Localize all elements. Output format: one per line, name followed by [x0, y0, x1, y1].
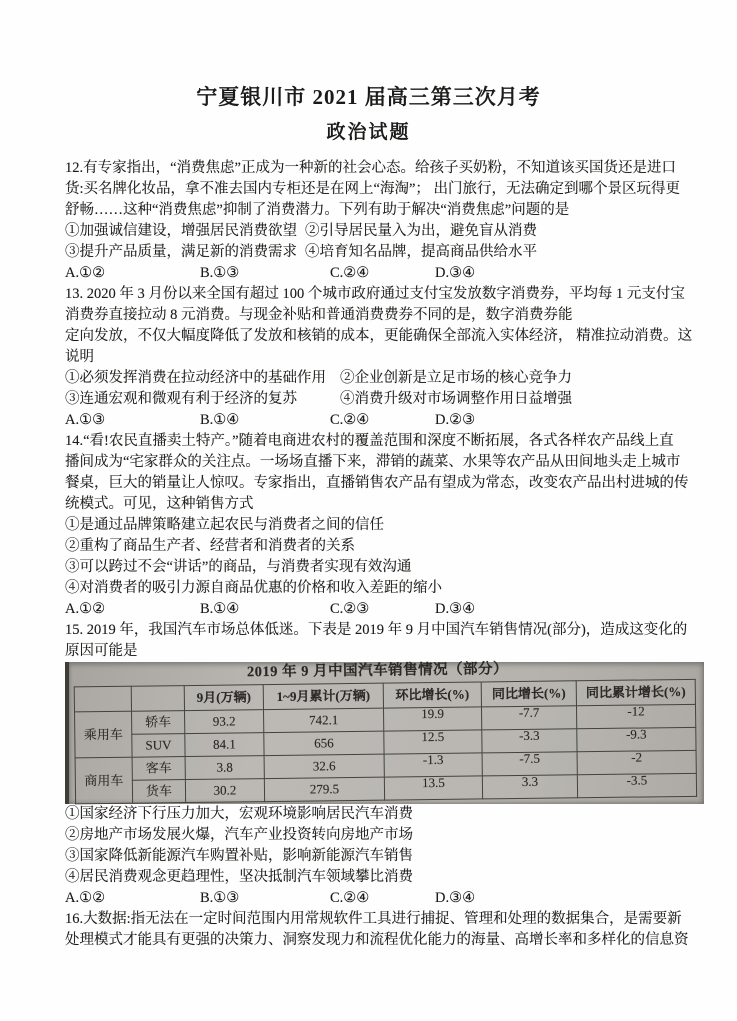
q13-choices [65, 410, 705, 431]
table-cell-value: -3.3 [518, 727, 540, 743]
table-cell-value: -3.5 [626, 772, 648, 788]
table-header-cell: 同比累计增长(%) [576, 679, 695, 705]
q13-option-2: ②企业创新是立足市场的核心竞争力 [340, 370, 572, 386]
q13-stem-line: 13. 2020 年 3 月份以来全国有超过 100 个城市政府通过支付宝发放数字消费券，平均每 1 元支付宝 [65, 286, 685, 302]
q12-choice-d: D.③④ [435, 265, 476, 281]
q15-option-2: ②房地产市场发展火爆，汽车产业投资转向房地产市场 [65, 827, 413, 843]
q14-stem-line: 餐桌，巨大的销量让人惊叹。专家指出，直播销售农产品有望成为常态，改变农产品出村进城的传 [65, 475, 689, 491]
table-cell-mom [384, 776, 482, 800]
table-cell-cum: 279.5 [264, 777, 384, 801]
table-cell-value: 12.5 [421, 728, 445, 745]
table-cell-m9: 93.2 [185, 710, 264, 734]
table-cell-mom [383, 707, 481, 731]
table-cell-value: -7.7 [518, 704, 540, 720]
q13-choice-d: D.②③ [435, 412, 476, 428]
table-cell-type: 轿车 [132, 711, 185, 735]
table-cell-yoy [481, 706, 576, 730]
q16-stem-line: 16.大数据:指无法在一定时间范围内用常规软件工具进行捕捉、管理和处理的数据集合，是需要新 [65, 911, 682, 927]
table-cell-yoy [482, 752, 577, 776]
table-cell-type: 客车 [132, 757, 185, 781]
table-cell-yoy-cum [577, 727, 696, 751]
table-cell-yoy [482, 729, 577, 753]
q12-choices [65, 263, 705, 284]
q12-option-row [65, 242, 705, 263]
q13-stem-line: 说明 [65, 349, 94, 365]
q14-choice-a: A.①② [65, 601, 106, 617]
table-header-cell: 9月(万辆) [184, 685, 263, 711]
q14-option-1: ①是通过品牌策略建立起农民与消费者之间的信任 [65, 517, 384, 533]
table-cell-value: 13.5 [421, 774, 445, 791]
table-header-cell: 1~9月累计(万辆) [263, 683, 383, 709]
table-cell-yoy-cum [576, 704, 695, 728]
q12-option-4: ④培育知名品牌，提高商品供给水平 [305, 244, 537, 260]
table-cell-yoy-cum [577, 773, 696, 797]
table-cell-value: -9.3 [625, 726, 647, 742]
table-cell-cum: 742.1 [264, 708, 384, 732]
q14-stem-line: 14.“看!农民直播卖土特产。”随着电商进农村的覆盖范围和深度不断拓展，各式各样农产品线上直 [65, 433, 674, 449]
q12-option-row [65, 221, 705, 242]
q13-option-4: ④消费升级对市场调整作用日益增强 [340, 391, 572, 407]
table-cell-type: 货车 [132, 780, 185, 804]
table-cell-m9: 30.2 [185, 779, 264, 803]
q15-choice-c: C.②④ [330, 890, 370, 906]
table-cell-m9: 84.1 [185, 733, 264, 757]
q13-option-row [65, 368, 705, 389]
question-12 [65, 158, 705, 284]
q12-option-1: ①加强诚信建设，增强居民消费欲望 [65, 223, 297, 239]
table-header-cell: 环比增长(%) [383, 682, 481, 708]
question-15 [65, 620, 705, 909]
q12-option-3: ③提升产品质量，满足新的消费需求 [65, 244, 297, 260]
car-sales-table [74, 679, 697, 805]
table-cell-mom [384, 730, 482, 754]
q14-option-2: ②重构了商品生产者、经营者和消费者的关系 [65, 538, 355, 554]
q13-option-1: ①必须发挥消费在拉动经济中的基础作用 [65, 370, 326, 386]
q14-option-3: ③可以跨过不会“讲话”的商品，与消费者实现有效沟通 [65, 559, 412, 575]
question-14 [65, 431, 705, 620]
q15-choice-b: B.①③ [200, 890, 240, 906]
question-13 [65, 284, 705, 431]
table-cell-yoy-cum [577, 750, 696, 774]
q12-choice-c: C.②④ [330, 265, 370, 281]
table-cell-value: -1.3 [422, 751, 444, 768]
q15-option-1: ①国家经济下行压力加大，宏观环境影响居民汽车消费 [65, 806, 413, 822]
q15-option-4: ④居民消费观念更趋理性，坚决抵制汽车领域攀比消费 [65, 869, 413, 885]
table-header-cell [74, 686, 131, 712]
table-cell-cum: 32.6 [264, 754, 384, 778]
q15-option-3: ③国家降低新能源汽车购置补贴，影响新能源汽车销售 [65, 848, 413, 864]
table-cell-type: SUV [132, 734, 185, 758]
q14-choice-d: D.③④ [435, 601, 476, 617]
table-cell-m9: 3.8 [185, 756, 264, 780]
question-16 [65, 909, 705, 951]
table-cell-cum: 656 [264, 731, 384, 755]
q14-choice-b: B.①④ [200, 601, 240, 617]
table-scan-inner [67, 655, 704, 805]
q12-choice-b: B.①③ [200, 265, 240, 281]
table-cell-value: -2 [631, 749, 643, 765]
table-cell-value: -12 [627, 703, 645, 719]
q13-choice-c: C.②④ [330, 412, 370, 428]
q12-option-2: ②引导居民量入为出，避免盲从消费 [305, 223, 537, 239]
q15-choice-a: A.①② [65, 890, 106, 906]
table-scan-region [65, 662, 704, 804]
table-group-commercial: 商用车 [75, 757, 133, 804]
q13-choice-b: B.①④ [200, 412, 240, 428]
q14-choice-c: C.②③ [330, 601, 370, 617]
q14-stem-line: 播间成为“宅家群众的关注点。一场场直播下来，滞销的蔬菜、水果等农产品从田间地头走上城市 [65, 454, 681, 470]
table-cell-value: 19.9 [421, 705, 445, 722]
q16-stem-line: 处理模式才能具有更强的决策力、洞察发现力和流程优化能力的海量、高增长率和多样化的信息资 [65, 932, 689, 948]
q15-stem-line: 15. 2019 年，我国汽车市场总体低迷。下表是 2019 年 9 月中国汽车销售情况(部分)，造成这变化的 [65, 622, 688, 638]
exam-subtitle: 政治试题 [326, 122, 411, 143]
exam-title: 宁夏银川市 2021 届高三第三次月考 [196, 85, 541, 109]
q13-stem-line: 定向发放，不仅大幅度降低了发放和核销的成本，更能确保全部流入实体经济， 精准拉动消费。这 [65, 328, 693, 344]
q13-option-3: ③连通宏观和微观有利于经济的复苏 [65, 391, 297, 407]
q14-option-4: ④对消费者的吸引力源自商品优惠的价格和收入差距的缩小 [65, 580, 442, 596]
q15-choice-d: D.③④ [435, 890, 476, 906]
table-cell-yoy [482, 775, 577, 799]
q14-stem-line: 统模式。可见，这种销售方式 [65, 496, 254, 512]
table-group-passenger: 乘用车 [75, 711, 133, 758]
table-cell-mom [384, 753, 482, 777]
q14-choices [65, 599, 705, 620]
table-cell-value: -7.5 [519, 750, 541, 766]
q15-stem-line: 原因可能是 [65, 643, 138, 659]
q12-stem-line: 货:买名牌化妆品，拿不准去国内专柜还是在网上“海淘”； 出门旅行，无法确定到哪个景区玩得更 [65, 181, 681, 197]
q13-option-row [65, 389, 705, 410]
table-header-cell [131, 686, 184, 712]
q12-choice-a: A.①② [65, 265, 106, 281]
car-sales-table-title: 2019 年 9 月中国汽车销售情况（部分） [246, 661, 509, 681]
q12-stem-line: 12.有专家指出，“消费焦虑”正成为一种新的社会心态。给孩子买奶粉，不知道该买国货还是进口 [65, 160, 676, 176]
q13-choice-a: A.①③ [65, 412, 106, 428]
table-cell-value: 3.3 [521, 773, 539, 789]
exam-content [65, 158, 705, 951]
table-header-cell: 同比增长(%) [481, 681, 576, 707]
q13-stem-line: 消费券直接拉动 8 元消费。与现金补贴和普通消费费券不同的是，数字消费券能 [65, 307, 573, 323]
q12-stem-line: 舒畅……这种“消费焦虑”抑制了消费潜力。下列有助于解决“消费焦虑”问题的是 [65, 202, 570, 218]
q15-choices [65, 888, 705, 909]
